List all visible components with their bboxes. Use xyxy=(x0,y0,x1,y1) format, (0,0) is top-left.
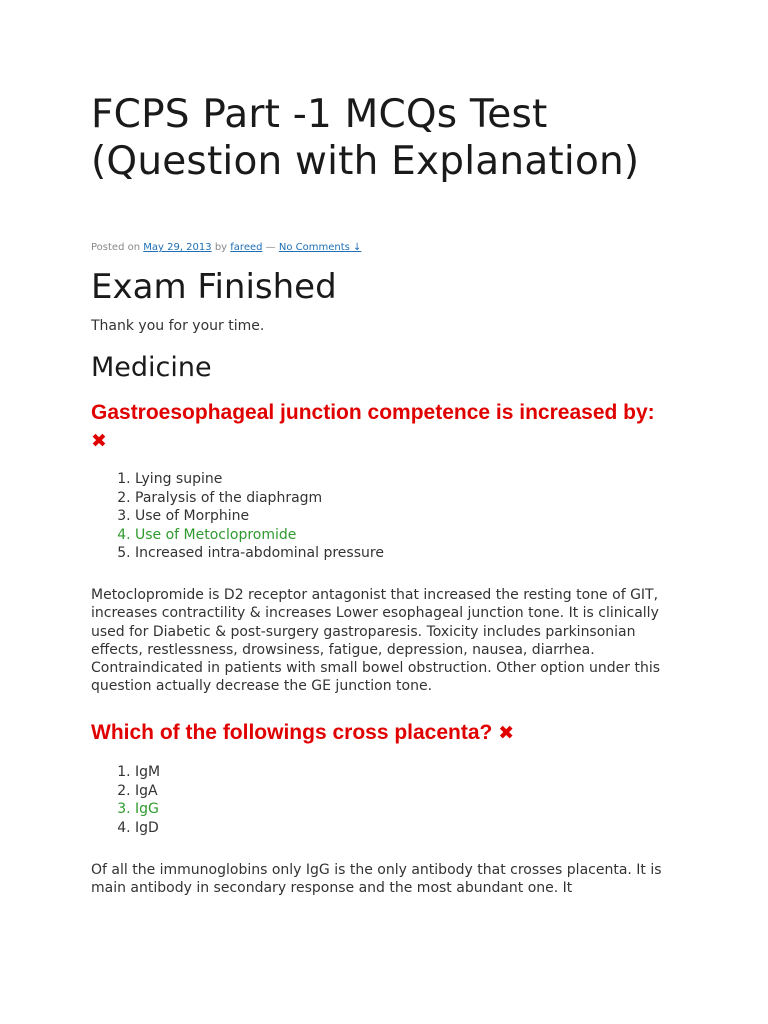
comments-link[interactable]: No Comments ↓ xyxy=(278,242,362,253)
question-1 xyxy=(91,399,671,455)
option-item: 5. Increased intra-abdominal pressure xyxy=(135,544,384,563)
option-item: 1. IgM xyxy=(135,763,160,782)
question-2-explanation: Of all the immunoglobins only IgG is the only antibody that crosses placenta. It is main antibody in secondary response and the most abundant one. It xyxy=(91,862,662,897)
option-item: 3. Use of Morphine xyxy=(135,507,384,526)
post-date-link[interactable]: May 29, 2013 xyxy=(143,242,212,253)
option-item-correct: 3. IgG xyxy=(135,800,160,819)
author-link[interactable]: fareed xyxy=(230,242,263,253)
post-title: FCPS Part -1 MCQs Test (Question with Explanation) xyxy=(91,92,640,184)
post-meta xyxy=(91,242,361,253)
option-item-correct: 4. Use of Metoclopromide xyxy=(135,526,384,545)
by-label: by xyxy=(214,242,228,253)
question-2 xyxy=(91,719,671,747)
question-1-text: Gastroesophageal junction competence is increased by: xyxy=(91,401,655,424)
wrong-mark-icon: ✖ xyxy=(498,722,515,744)
option-item: 4. IgD xyxy=(135,819,160,838)
question-1-options xyxy=(91,470,384,563)
question-2-text: Which of the followings cross placenta? xyxy=(91,721,493,744)
option-item: 2. IgA xyxy=(135,782,160,801)
question-1-explanation: Metoclopromide is D2 receptor antagonist that increased the resting tone of GIT, increases contractility & increases Lower esophageal junction tone. It is clinically used for Diabetic & post-surgery gastroparesis. Toxicity includes parkinsonian effects, restlessness, drowsiness, fatigue, depression, nausea, diarrhea. Contraindicated in patients with small bowel obstruction. Other option under this question actually decrease the GE junction tone. xyxy=(91,587,661,695)
posted-on-label: Posted on xyxy=(91,242,141,253)
exam-finished-heading: Exam Finished xyxy=(91,267,337,307)
thanks-text: Thank you for your time. xyxy=(91,318,265,334)
option-item: 2. Paralysis of the diaphragm xyxy=(135,489,384,508)
question-2-options xyxy=(91,763,160,837)
option-item: 1. Lying supine xyxy=(135,470,384,489)
section-heading: Medicine xyxy=(91,352,212,383)
wrong-mark-icon: ✖ xyxy=(91,430,107,452)
meta-separator: — xyxy=(265,242,276,253)
